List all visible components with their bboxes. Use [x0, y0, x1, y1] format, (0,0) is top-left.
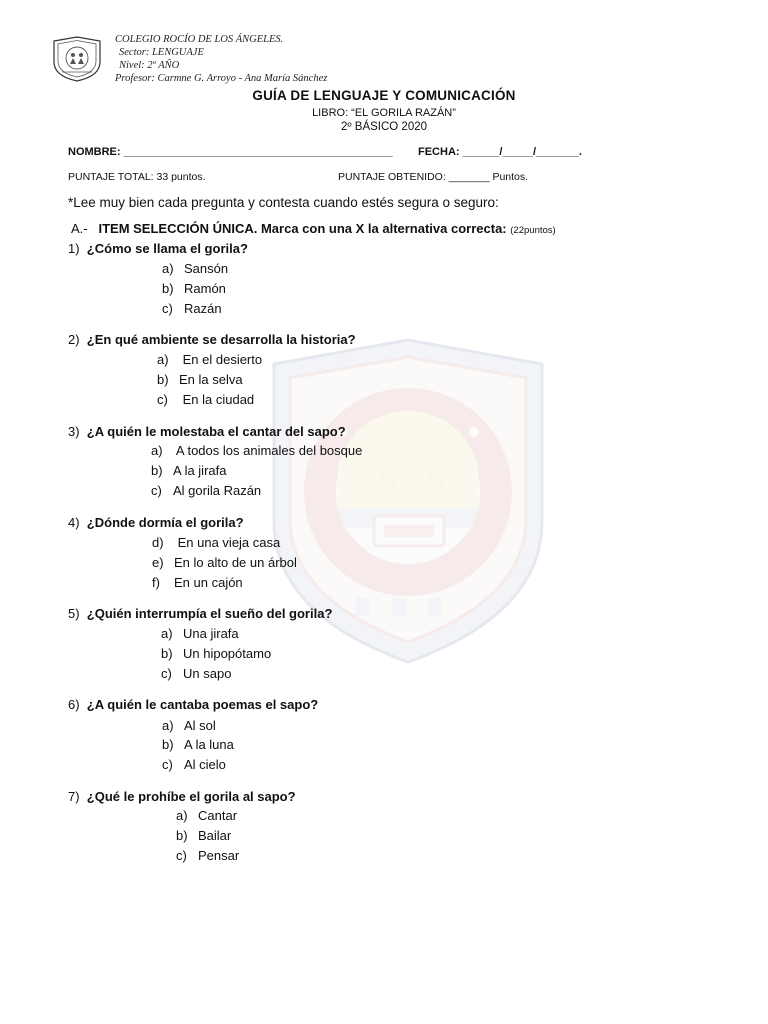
question-text: ¿Cómo se llama el gorila? [86, 241, 248, 256]
option-text: Al sol [184, 718, 216, 733]
option-mark: b) [161, 646, 173, 661]
question-5 [68, 606, 332, 621]
option-mark: b) [176, 828, 188, 843]
option-mark: d) [152, 535, 164, 550]
option-mark: e) [152, 555, 164, 570]
book-title: LIBRO: “EL GORILA RAZÁN” [312, 107, 456, 119]
option-text: En la ciudad [179, 392, 255, 407]
option-5a[interactable] [161, 626, 239, 641]
grade-year: 2º BÁSICO 2020 [340, 121, 428, 133]
option-text: Cantar [198, 808, 238, 823]
option-text: Al cielo [184, 757, 226, 772]
option-mark: a) [162, 261, 174, 276]
question-3 [68, 424, 346, 439]
question-number: 4) [68, 515, 80, 530]
option-1b[interactable] [162, 281, 226, 296]
option-mark: a) [161, 626, 173, 641]
option-5c[interactable] [161, 666, 231, 681]
option-text: Sansón [184, 261, 229, 276]
option-text: En el desierto [179, 352, 263, 367]
option-3a[interactable] [151, 443, 362, 458]
option-mark: f) [152, 575, 160, 590]
question-text: ¿Dónde dormía el gorila? [86, 515, 244, 530]
question-6 [68, 697, 318, 712]
option-text: En la selva [179, 372, 243, 387]
question-number: 6) [68, 697, 80, 712]
question-number: 1) [68, 241, 80, 256]
school-name: COLEGIO ROCÍO DE LOS ÁNGELES. [115, 34, 284, 45]
option-mark: b) [162, 737, 174, 752]
question-number: 5) [68, 606, 80, 621]
option-text: A la jirafa [173, 463, 227, 478]
option-text: A todos los animales del bosque [173, 443, 363, 458]
option-7c[interactable] [176, 848, 239, 863]
option-1c[interactable] [162, 301, 222, 316]
name-field[interactable]: NOMBRE: ____________________________________________ [68, 146, 393, 158]
option-text: Un sapo [183, 666, 232, 681]
question-text: ¿A quién le cantaba poemas el sapo? [86, 697, 319, 712]
school-info [115, 33, 327, 85]
question-7 [68, 789, 296, 804]
option-mark: c) [157, 392, 168, 407]
option-4e[interactable] [152, 555, 297, 570]
option-3c[interactable] [151, 483, 261, 498]
section-points: (22puntos) [510, 225, 556, 236]
question-2 [68, 332, 356, 347]
date-field[interactable]: FECHA: ______/_____/_______. [418, 146, 582, 158]
option-mark: a) [162, 718, 174, 733]
option-mark: b) [162, 281, 174, 296]
option-6b[interactable] [162, 737, 234, 752]
option-7a[interactable] [176, 808, 237, 823]
option-2c[interactable] [157, 392, 254, 407]
option-text: Bailar [198, 828, 232, 843]
option-text: A la luna [184, 737, 234, 752]
question-4 [68, 515, 244, 530]
option-mark: c) [151, 483, 162, 498]
level-line: Nivel: 2º AÑO [119, 60, 180, 71]
option-3b[interactable] [151, 463, 226, 478]
option-mark: c) [161, 666, 172, 681]
obtained-score-field[interactable]: PUNTAJE OBTENIDO: _______ Puntos. [338, 171, 529, 183]
option-mark: a) [151, 443, 163, 458]
option-6c[interactable] [162, 757, 226, 772]
option-text: En un cajón [174, 575, 243, 590]
option-text: En lo alto de un árbol [174, 555, 297, 570]
section-title: ITEM SELECCIÓN ÚNICA. Marca con una X la alternativa correcta: [98, 221, 507, 236]
question-text: ¿A quién le molestaba el cantar del sapo? [86, 424, 346, 439]
option-2a[interactable] [157, 352, 262, 367]
question-text: ¿Quién interrumpía el sueño del gorila? [86, 606, 333, 621]
option-mark: a) [176, 808, 188, 823]
option-text: Una jirafa [183, 626, 239, 641]
option-4f[interactable] [152, 575, 243, 590]
question-number: 7) [68, 789, 80, 804]
section-heading [71, 221, 556, 236]
option-mark: c) [176, 848, 187, 863]
option-7b[interactable] [176, 828, 231, 843]
option-text: En una vieja casa [174, 535, 281, 550]
question-text: ¿Qué le prohíbe el gorila al sapo? [86, 789, 296, 804]
question-text: ¿En qué ambiente se desarrolla la historia? [86, 332, 356, 347]
option-6a[interactable] [162, 718, 216, 733]
sector-line: Sector: LENGUAJE [119, 47, 204, 58]
school-logo [52, 36, 102, 82]
option-mark: c) [162, 757, 173, 772]
option-mark: b) [157, 372, 169, 387]
question-number: 2) [68, 332, 80, 347]
option-mark: c) [162, 301, 173, 316]
section-prefix: A.- [71, 221, 88, 236]
option-mark: b) [151, 463, 163, 478]
instructions: *Lee muy bien cada pregunta y contesta cuando estés segura o seguro: [68, 195, 499, 210]
total-score: PUNTAJE TOTAL: 33 puntos. [68, 171, 206, 183]
question-1 [68, 241, 248, 256]
option-mark: a) [157, 352, 169, 367]
option-text: Pensar [198, 848, 240, 863]
option-text: Razán [184, 301, 222, 316]
option-2b[interactable] [157, 372, 243, 387]
option-5b[interactable] [161, 646, 271, 661]
option-text: Ramón [184, 281, 226, 296]
question-number: 3) [68, 424, 80, 439]
option-text: Al gorila Razán [173, 483, 262, 498]
option-1a[interactable] [162, 261, 228, 276]
option-text: Un hipopótamo [183, 646, 272, 661]
guide-title: GUÍA DE LENGUAJE Y COMUNICACIÓN [252, 88, 516, 103]
option-4d[interactable] [152, 535, 280, 550]
teacher-line: Profesor: Carmne G. Arroyo - Ana María Sánchez [115, 73, 328, 84]
